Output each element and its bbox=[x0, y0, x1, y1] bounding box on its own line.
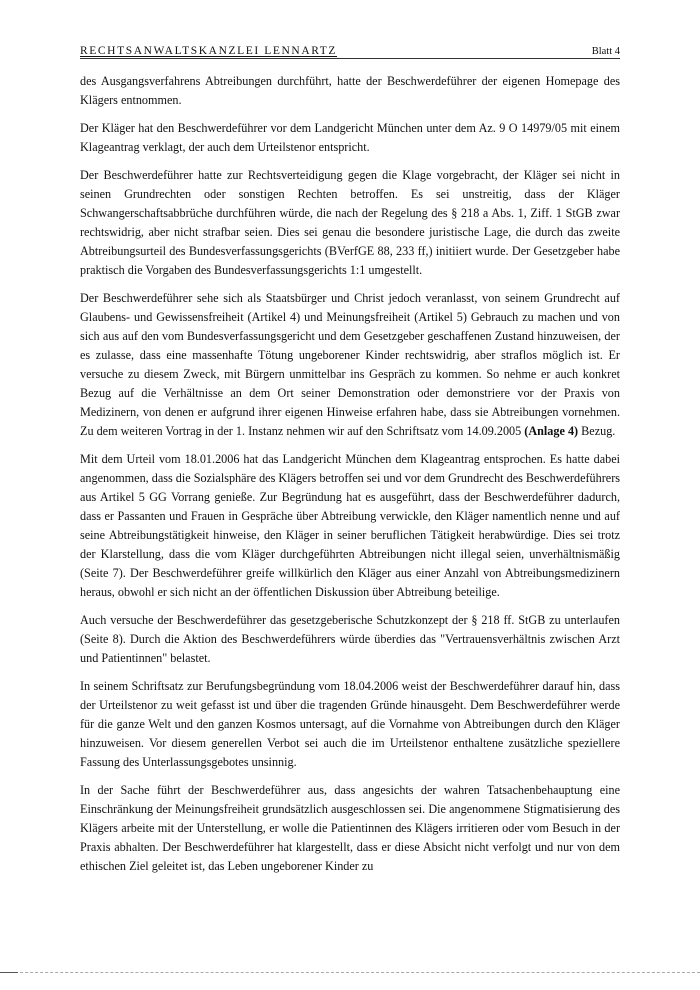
paragraph-2: Der Kläger hat den Beschwerdeführer vor dem Landgericht München unter dem Az. 9 O 14979/05 mit einem Klageantrag verklagt, der auch dem Urteilstenor entspricht. bbox=[80, 121, 620, 154]
paragraph-6: Auch versuche der Beschwerdeführer das gesetzgeberische Schutzkonzept der § 218 ff. StGB zu unterlaufen (Seite 8). Durch die Aktion des Beschwerdeführers würde überdies das "Vertrauensverhältnis zwischen Arzt und Patientinnen" belastet. bbox=[80, 613, 620, 665]
footer-divider bbox=[0, 972, 700, 973]
document-body bbox=[80, 72, 620, 885]
paragraph-7: In seinem Schriftsatz zur Berufungsbegründung vom 18.04.2006 weist der Beschwerdeführer darauf hin, dass der Urteilstenor zu weit gefasst ist und über die tragenden Gründe hinausgeht. Dem Beschwerdeführer werde für die ganze Welt und den ganzen Kosmos untersagt, auf die Vornahme von Abtreibungen durch den Kläger hinzuweisen. Vor diesem generellen Verbot sei auch die im Urteilstenor enthaltene zusätzliche speziellere Fassung des Unterlassungsgebotes unsinnig. bbox=[80, 679, 620, 769]
paragraph-8: In der Sache führt der Beschwerdeführer aus, dass angesichts der wahren Tatsachenbehauptung eine Einschränkung der Meinungsfreiheit grundsätzlich ausgeschlossen sei. Die angenommene Stigmatisierung des Klägers arbeite mit der Unterstellung, er wolle die Patientinnen des Klägers irritieren oder vom Besuch in der Praxis abhalten. Der Beschwerdeführer hat klargestellt, dass er diese Absicht nicht verfolgt und nur von dem ethischen Ziel geleitet ist, das Leben ungeborener Kinder zu bbox=[80, 783, 620, 873]
paragraph-3: Der Beschwerdeführer hatte zur Rechtsverteidigung gegen die Klage vorgebracht, der Kläger sei nicht in seinen Grundrechten oder sonstigen Rechten betroffen. Es sei unstreitig, dass der Kläger Schwangerschaftsabbrüche durchführen würde, die nach der Regelung des § 218 a Abs. 1, Ziff. 1 StGB zwar rechtswidrig, aber nicht strafbar seien. Dies sei genau die besondere juristische Lage, die durch das zweite Abtreibungsurteil des Bundesverfassungsgerichts (BVerfGE 88, 233 ff,) initiiert wurde. Der Gesetzgeber habe praktisch die Vorgaben des Bundesverfassungsgerichts 1:1 umgestellt. bbox=[80, 168, 620, 277]
sheet-number: Blatt 4 bbox=[591, 46, 620, 57]
paragraph-4: Der Beschwerdeführer sehe sich als Staatsbürger und Christ jedoch veranlasst, von seinem Grundrecht auf Glaubens- und Gewissensfreiheit (Artikel 4) und Meinungsfreiheit (Artikel 5) Gebrauch zu machen und von sich aus auf den vom Bundesverfassungsgericht und dem Gesetzgeber geschaffenen Zustand hinzuweisen, der es zulasse, dass eine massenhafte Tötung ungeborener Kinder rechtswidrig, aber straflos möglich ist. Er versuche zu diesem Zweck, mit Bürgern unmittelbar ins Gespräch zu kommen. So nehme er auch konkret Bezug auf die Verhältnisse an dem Ort seiner Demonstration oder demonstriere vor der Praxis von Medizinern, von denen er aufgrund ihrer eigenen Hinweise erfahren habe, dass sie Abtreibungen vornehmen. Zu dem weiteren Vortrag in der 1. Instanz nehmen wir auf den Schriftsatz vom 14.09.2005 (Anlage 4) Bezug. bbox=[80, 291, 620, 438]
law-firm-name: RECHTSANWALTSKANZLEI LENNARTZ bbox=[80, 45, 338, 57]
exhibit-reference: (Anlage 4) bbox=[524, 424, 579, 438]
page-header bbox=[80, 40, 620, 59]
paragraph-5: Mit dem Urteil vom 18.01.2006 hat das Landgericht München dem Klageantrag entsprochen. Es hatte dabei angenommen, dass die Sozialsphäre des Klägers betroffen sei und vor dem Grundrecht des Beschwerdeführers aus Artikel 5 GG Vorrang genieße. Zur Begründung hat es ausgeführt, dass der Beschwerdeführer dadurch, dass er Passanten und Frauen in Gespräche über Abtreibung verwickle, den Kläger namentlich nenne und auf seine Abtreibungstätigkeit hinweise, den Kläger in seiner beruflichen Tätigkeit herabwürdige. Dies sei trotz der Klarstellung, dass die vom Kläger durchgeführten Abtreibungen nicht illegal seien, unverhältnismäßig (Seite 7). Der Beschwerdeführer greife willkürlich den Kläger aus einer Anzahl von Abtreibungsmedizinern heraus, obwohl er sich nicht an der öffentlichen Diskussion über Abtreibung beteilige. bbox=[80, 452, 620, 599]
paragraph-1: des Ausgangsverfahrens Abtreibungen durchführt, hatte der Beschwerdeführer der eigenen Homepage des Klägers entnommen. bbox=[80, 74, 620, 107]
